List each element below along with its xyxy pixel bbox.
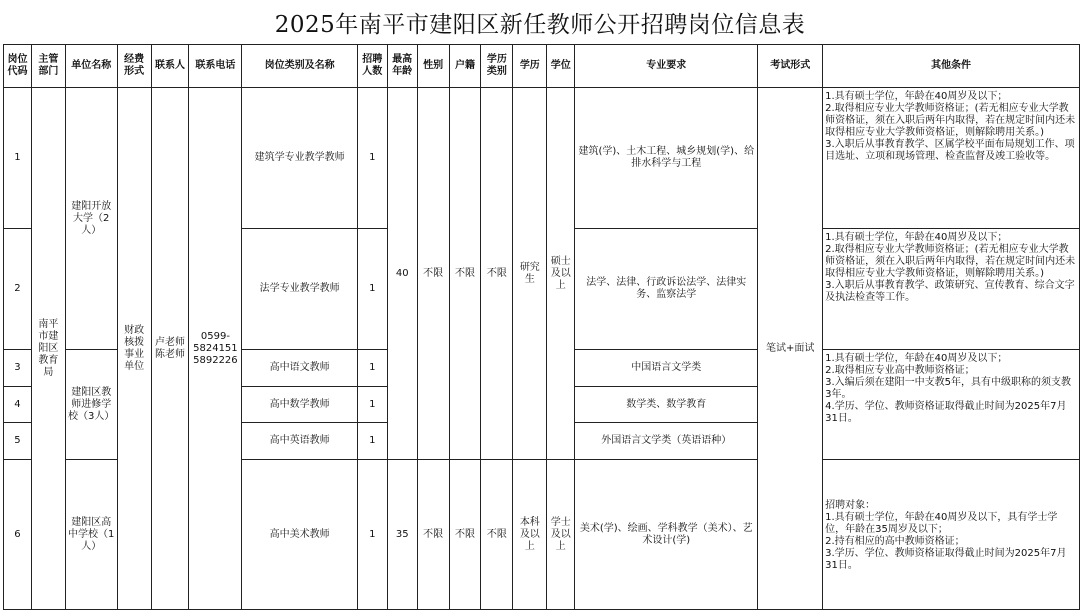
condition-line: 2.取得相应专业大学教师资格证；(若无相应专业大学教师资格证，须在入职后两年内取得，若在规定时间内还未取得相应专业大学教师资格证，则解除聘用关系。) xyxy=(825,244,1076,279)
row-major: 建筑(学)、土木工程、城乡规划(学)、给排水科学与工程 xyxy=(575,88,758,229)
unit-cell: 建阳区教师进修学校（3人） xyxy=(65,350,117,460)
education-cell: 本科及以上 xyxy=(513,460,547,610)
header-edu-type: 学历类别 xyxy=(481,45,513,88)
row-count: 1 xyxy=(357,350,387,387)
recruitment-table xyxy=(3,44,1080,610)
phone-cell: 0599-5824151 5892226 xyxy=(189,88,242,610)
header-hukou: 户籍 xyxy=(449,45,481,88)
row-major: 法学、法律、行政诉讼法学、法律实务、监察法学 xyxy=(575,229,758,350)
edu-type-cell: 不限 xyxy=(481,88,513,460)
header-post: 岗位类别及名称 xyxy=(242,45,357,88)
header-dept: 主管部门 xyxy=(31,45,65,88)
table-row xyxy=(4,88,1080,229)
row-count: 1 xyxy=(357,387,387,423)
unit-cell: 建阳开放大学（2人） xyxy=(65,88,117,350)
contact-cell: 卢老师 陈老师 xyxy=(151,88,189,610)
row-count: 1 xyxy=(357,460,387,610)
row-count: 1 xyxy=(357,229,387,350)
conditions-cell xyxy=(823,88,1080,229)
header-degree: 学位 xyxy=(547,45,575,88)
row-major: 外国语言文学类（英语语种） xyxy=(575,423,758,460)
row-code: 6 xyxy=(4,460,32,610)
condition-line: 2.持有相应的高中教师资格证； xyxy=(825,536,965,547)
condition-line: 1.具有硕士学位，年龄在40周岁及以下，具有学士学位，年龄在35周岁及以下； xyxy=(825,512,1058,535)
degree-cell: 硕士及以上 xyxy=(547,88,575,460)
header-education: 学历 xyxy=(513,45,547,88)
row-post: 高中英语教师 xyxy=(242,423,357,460)
hukou-cell: 不限 xyxy=(449,88,481,460)
gender-cell: 不限 xyxy=(417,88,449,460)
max-age-cell: 40 xyxy=(387,88,417,460)
dept-cell: 南平市建阳区教育局 xyxy=(31,88,65,610)
conditions-cell xyxy=(823,350,1080,460)
row-post: 高中数学教师 xyxy=(242,387,357,423)
row-post: 法学专业教学教师 xyxy=(242,229,357,350)
condition-line: 1.具有硕士学位，年龄在40周岁及以下； xyxy=(825,232,1008,243)
header-funding: 经费形式 xyxy=(117,45,151,88)
header-max-age: 最高年龄 xyxy=(387,45,417,88)
condition-line: 1.具有硕士学位，年龄在40周岁及以下； xyxy=(825,353,1008,364)
row-post: 建筑学专业教学教师 xyxy=(242,88,357,229)
header-code: 岗位代码 xyxy=(4,45,32,88)
header-row xyxy=(4,45,1080,88)
row-code: 3 xyxy=(4,350,32,387)
header-phone: 联系电话 xyxy=(189,45,242,88)
condition-line: 3.入职后从事教育教学、区属学校平面布局规划工作、项目选址、立项和现场管理、检查监督及竣工验收等。 xyxy=(825,139,1075,162)
row-code: 5 xyxy=(4,423,32,460)
condition-line: 3.入编后须在建阳一中支教5年，具有中级职称的须支教3年。 xyxy=(825,377,1072,400)
header-contact: 联系人 xyxy=(151,45,189,88)
condition-line: 3.学历、学位、教师资格证取得截止时间为2025年7月31日。 xyxy=(825,548,1067,571)
edu-type-cell: 不限 xyxy=(481,460,513,610)
condition-line: 1.具有硕士学位，年龄在40周岁及以下； xyxy=(825,91,1008,102)
row-code: 4 xyxy=(4,387,32,423)
row-major: 中国语言文学类 xyxy=(575,350,758,387)
row-code: 2 xyxy=(4,229,32,350)
conditions-cell xyxy=(823,460,1080,610)
row-post: 高中美术教师 xyxy=(242,460,357,610)
education-cell: 研究生 xyxy=(513,88,547,460)
degree-cell: 学士及以上 xyxy=(547,460,575,610)
condition-line: 4.学历、学位、教师资格证取得截止时间为2025年7月31日。 xyxy=(825,401,1067,424)
header-other: 其他条件 xyxy=(823,45,1080,88)
row-count: 1 xyxy=(357,88,387,229)
gender-cell: 不限 xyxy=(417,460,449,610)
condition-line: 3.入职后从事教育教学、政策研究、宣传教育、综合文字及执法检查等工作。 xyxy=(825,280,1075,303)
row-major: 数学类、数学教育 xyxy=(575,387,758,423)
funding-cell: 财政核拨事业单位 xyxy=(117,88,151,610)
max-age-cell: 35 xyxy=(387,460,417,610)
row-major: 美术(学)、绘画、学科教学（美术）、艺术设计(学) xyxy=(575,460,758,610)
hukou-cell: 不限 xyxy=(449,460,481,610)
exam-cell: 笔试+面试 xyxy=(758,88,823,610)
header-gender: 性别 xyxy=(417,45,449,88)
condition-line: 2.取得相应专业高中教师资格证； xyxy=(825,365,975,376)
header-exam: 考试形式 xyxy=(758,45,823,88)
unit-cell: 建阳区高中学校（1人） xyxy=(65,460,117,610)
row-count: 1 xyxy=(357,423,387,460)
header-major: 专业要求 xyxy=(575,45,758,88)
header-count: 招聘人数 xyxy=(357,45,387,88)
condition-line: 2.取得相应专业大学教师资格证；(若无相应专业大学教师资格证，须在入职后两年内取得，若在规定时间内还未取得相应专业大学教师资格证，则解除聘用关系。) xyxy=(825,103,1076,138)
row-post: 高中语文教师 xyxy=(242,350,357,387)
row-code: 1 xyxy=(4,88,32,229)
page-title: 2025年南平市建阳区新任教师公开招聘岗位信息表 xyxy=(274,11,806,38)
condition-line: 招聘对象： xyxy=(825,500,876,511)
header-unit: 单位名称 xyxy=(65,45,117,88)
conditions-cell xyxy=(823,229,1080,350)
